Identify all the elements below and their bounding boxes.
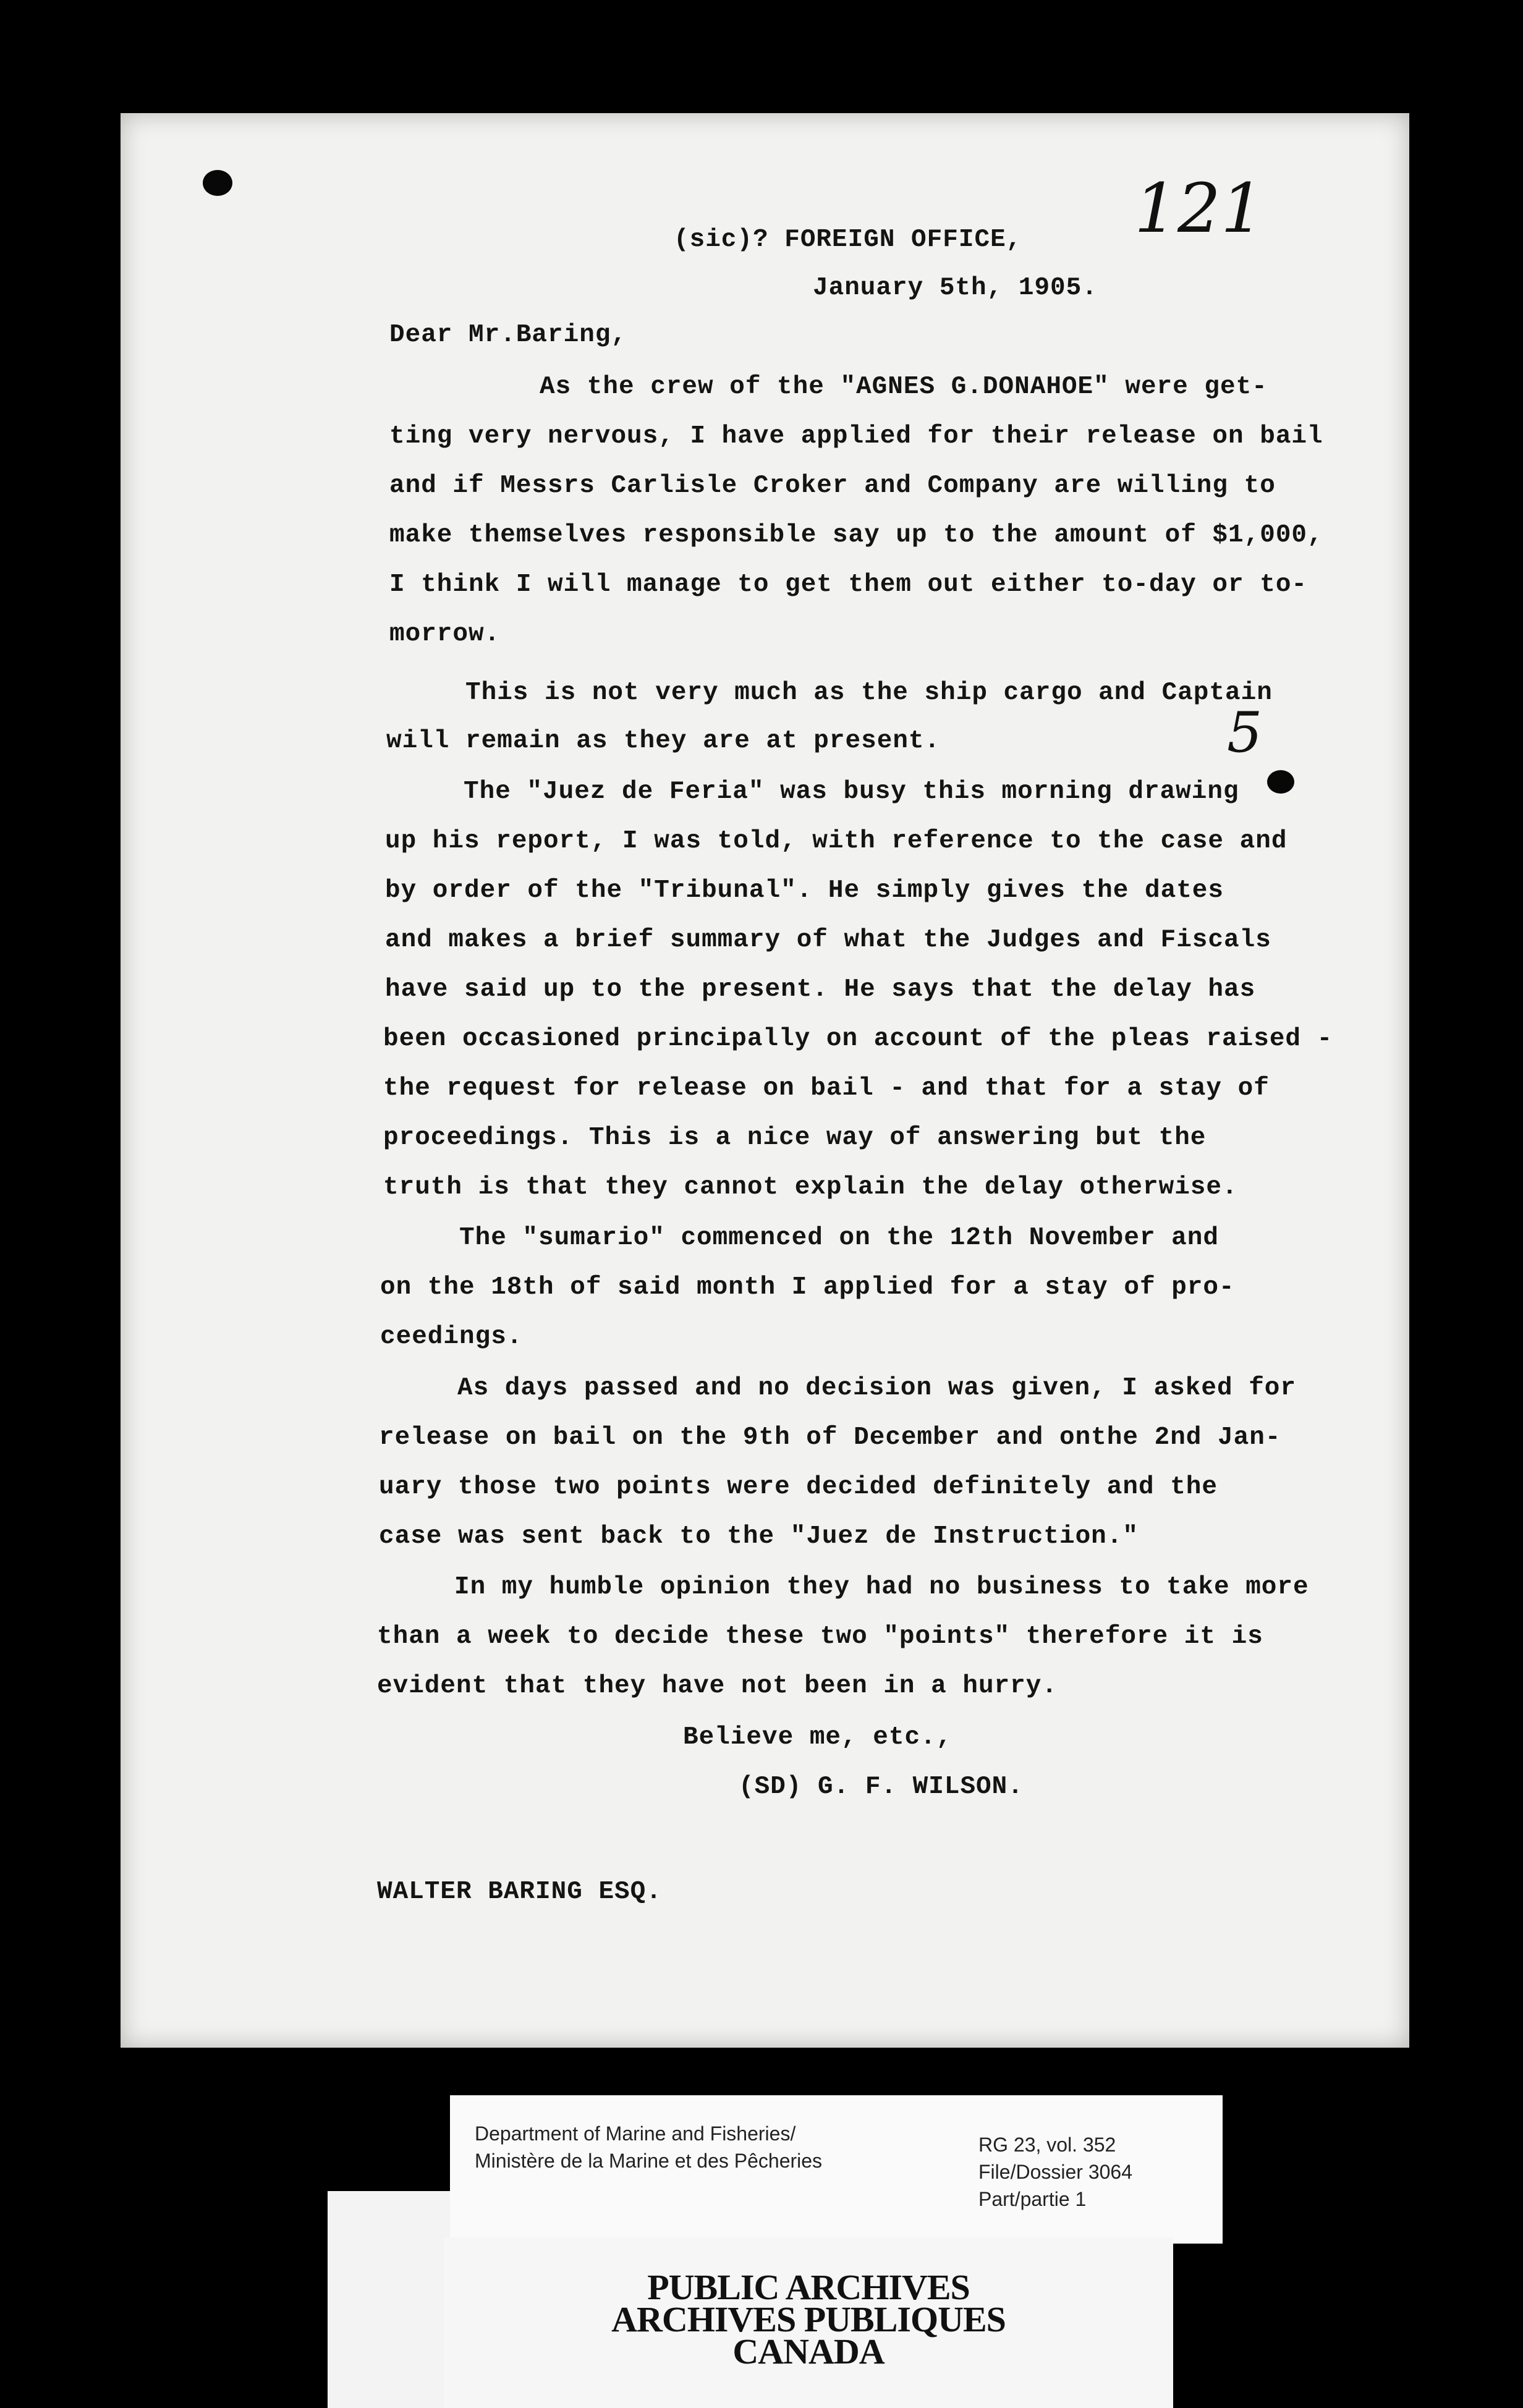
body-line: I think I will manage to get them out either to-day or to- — [389, 570, 1308, 599]
body-line: case was sent back to the "Juez de Instruction." — [379, 1522, 1139, 1551]
body-line: than a week to decide these two "points" therefore it is — [377, 1622, 1263, 1651]
addressee: WALTER BARING ESQ. — [377, 1878, 662, 1906]
body-line: release on bail on the 9th of December and onthe 2nd Jan- — [379, 1423, 1281, 1452]
stamp-line-1: PUBLIC ARCHIVES — [647, 2267, 970, 2307]
body-line: As the crew of the "AGNES G.DONAHOE" were get- — [540, 373, 1268, 401]
body-line: by order of the "Tribunal". He simply gives the dates — [385, 876, 1224, 905]
document-page — [121, 113, 1409, 2048]
salutation: Dear Mr.Baring, — [389, 321, 627, 349]
punch-hole-top-left — [203, 170, 232, 196]
body-line: truth is that they cannot explain the delay otherwise. — [383, 1173, 1238, 1202]
body-line: and if Messrs Carlisle Croker and Company are willing to — [389, 472, 1276, 500]
heading: (sic)? FOREIGN OFFICE, — [674, 226, 1022, 254]
archive-stamp — [444, 2237, 1173, 2408]
part-number: Part/partie 1 — [978, 2188, 1087, 2210]
body-line: been occasioned principally on account of the pleas raised - — [383, 1025, 1333, 1053]
body-line: In my humble opinion they had no business to take more — [454, 1573, 1309, 1601]
body-line: evident that they have not been in a hurry. — [377, 1672, 1058, 1700]
body-line: up his report, I was told, with reference to the case and — [385, 827, 1288, 855]
letter-date: January 5th, 1905. — [813, 274, 1098, 302]
closing: Believe me, etc., — [683, 1723, 952, 1752]
signature: (SD) G. F. WILSON. — [739, 1773, 1024, 1801]
body-line: The "Juez de Feria" was busy this morning drawing — [464, 778, 1239, 806]
margin-mark: 5 — [1227, 700, 1263, 765]
archive-backing-card — [328, 2191, 451, 2408]
body-line: ting very nervous, I have applied for their release on bail — [389, 422, 1323, 451]
body-line: and makes a brief summary of what the Judges and Fiscals — [385, 926, 1271, 954]
body-line: have said up to the present. He says that the delay has — [385, 975, 1256, 1004]
archive-label — [450, 2095, 1223, 2244]
stamp-line-3: CANADA — [732, 2331, 885, 2372]
body-line: As days passed and no decision was given, I asked for — [457, 1374, 1297, 1402]
department-en: Department of Marine and Fisheries/ — [475, 2122, 796, 2145]
body-line: on the 18th of said month I applied for a stay of pro- — [380, 1273, 1235, 1302]
folio-number: 121 — [1134, 169, 1264, 248]
body-line: morrow. — [389, 620, 501, 648]
file-number: File/Dossier 3064 — [978, 2161, 1132, 2183]
body-line: proceedings. This is a nice way of answering but the — [383, 1124, 1207, 1152]
body-line: This is not very much as the ship cargo and Captain — [465, 679, 1273, 707]
department-fr: Ministère de la Marine et des Pêcheries — [475, 2150, 823, 2172]
body-line: will remain as they are at present. — [386, 727, 941, 755]
body-line: The "sumario" commenced on the 12th November and — [459, 1224, 1219, 1252]
record-group: RG 23, vol. 352 — [978, 2134, 1116, 2156]
body-line: uary those two points were decided definitely and the — [379, 1473, 1218, 1501]
body-line: make themselves responsible say up to the amount of $1,000, — [389, 521, 1323, 549]
body-line: the request for release on bail - and that for a stay of — [383, 1074, 1270, 1103]
stamp-line-2: ARCHIVES PUBLIQUES — [611, 2299, 1006, 2339]
punch-hole-right — [1267, 770, 1294, 794]
body-line: ceedings. — [380, 1323, 523, 1351]
